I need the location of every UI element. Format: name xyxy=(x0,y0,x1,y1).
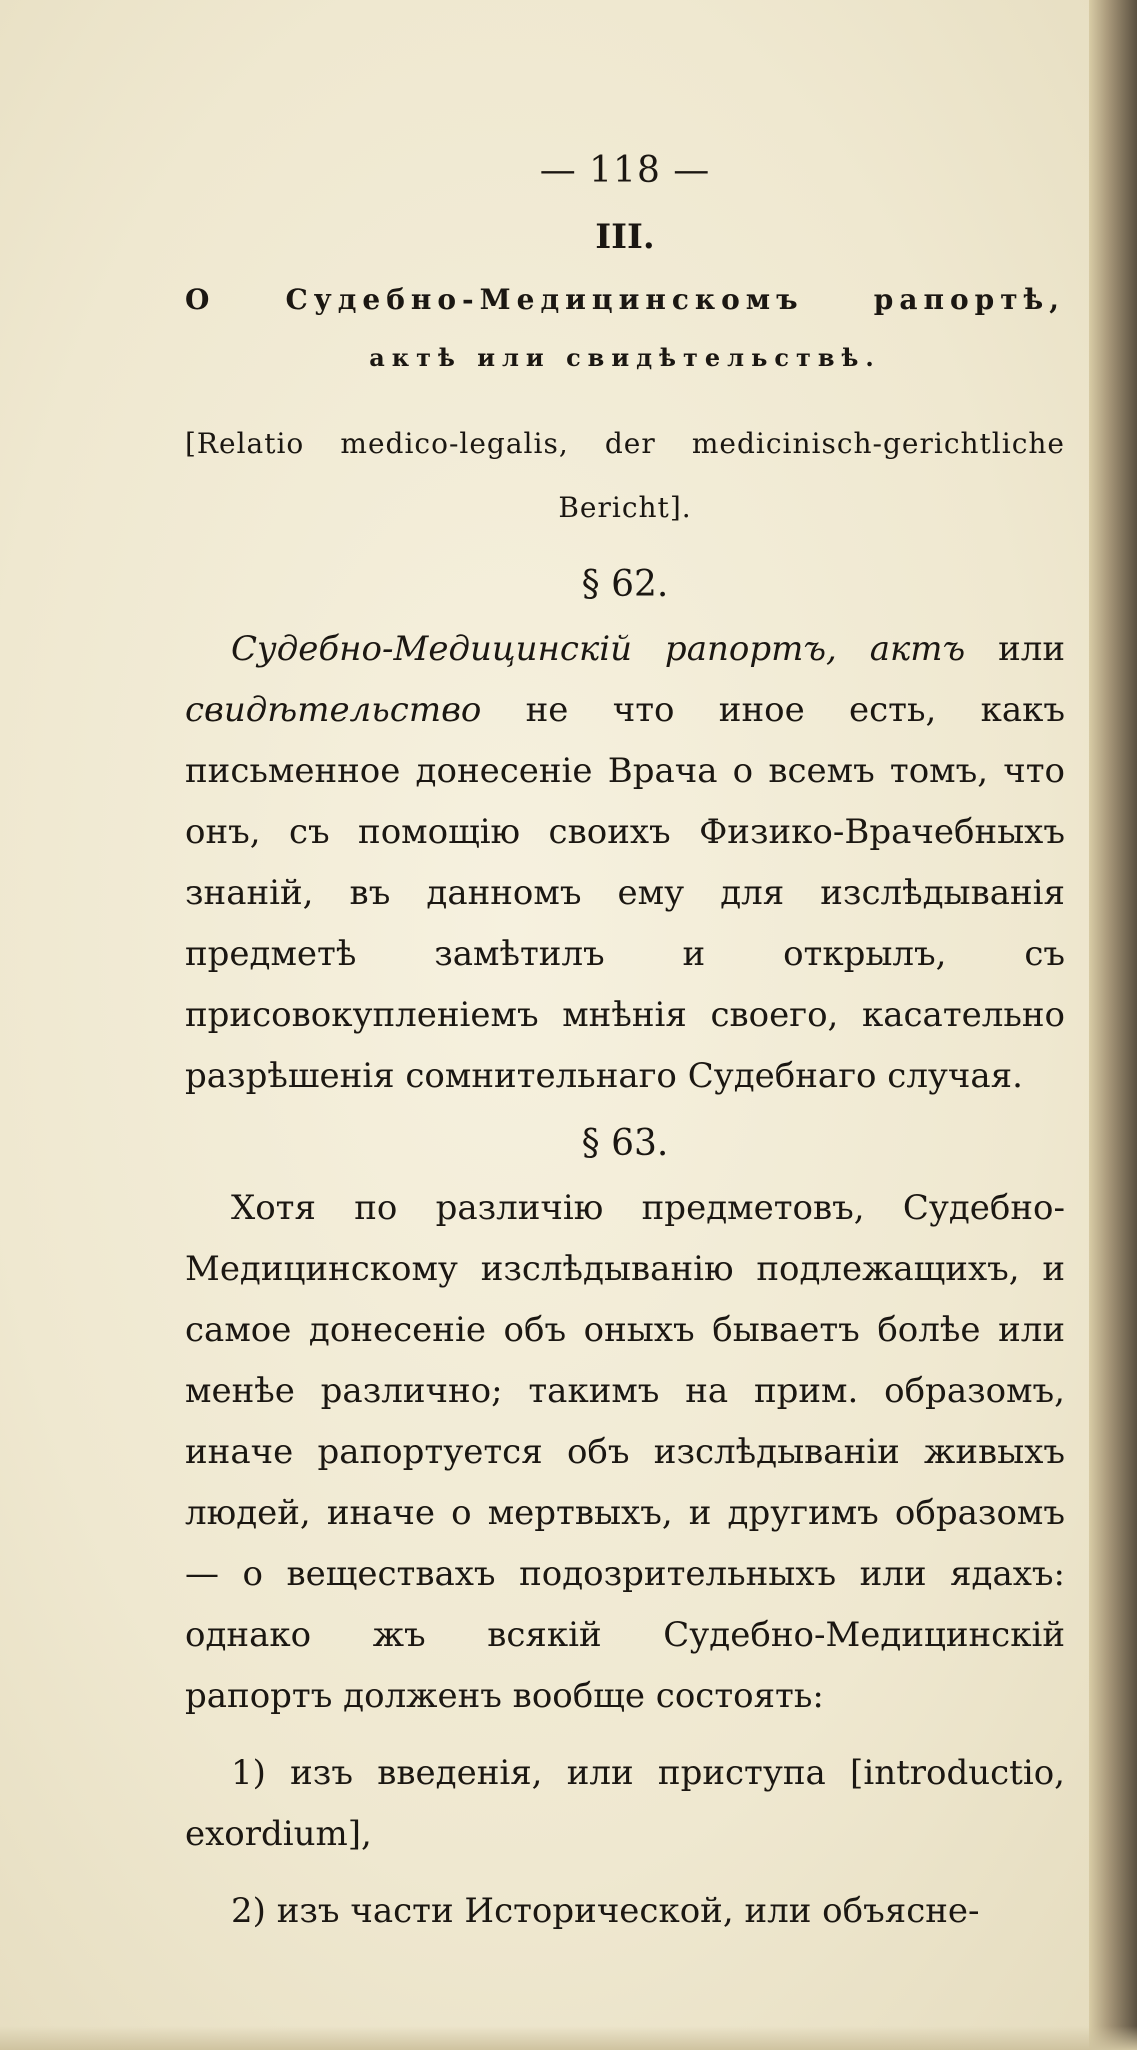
section-title-line-1: О Судебно-Медицинскомъ рапортѣ, xyxy=(185,283,1065,316)
page-bottom-edge xyxy=(0,2026,1137,2050)
paragraph-63: Хотя по различію предметовъ, Судебно-Медицинскому изслѣдыванію подлежащихъ, и самое донесеніе объ оныхъ бываетъ болѣе или менѣе различно; такимъ на прим. образомъ, иначе рапортуется объ изслѣдываніи живыхъ людей, иначе о мертвыхъ, и другимъ образомъ — о веществахъ подозрительныхъ или ядахъ: однако жъ всякій Судебно-Медицинскій рапортъ долженъ вообще состоять: xyxy=(185,1187,1065,1716)
paragraph-marker-63: § 63. xyxy=(581,1122,669,1164)
list-item: 2) изъ части Исторической, или объясне- xyxy=(231,1890,980,1931)
paragraph-62-term-2: свидѣтельство xyxy=(185,689,482,730)
section-title-line-2: актѣ или свидѣтельствѣ. xyxy=(369,342,881,372)
paragraph-62 xyxy=(185,619,1065,1107)
paragraph-62-connector: или xyxy=(965,628,1065,669)
section-number: III. xyxy=(595,217,655,257)
paragraph-62-term-1: Судебно-Медицинскій рапортъ, актъ xyxy=(231,628,966,669)
paragraph-62-body: не что иное есть, какъ письменное донесеніе Врача о всемъ томъ, что онъ, съ помощію своихъ Физико-Врачебныхъ знаній, въ данномъ ему для изслѣдыванія предметѣ замѣтилъ и открылъ, съ присовокупленіемъ мнѣнія своего, касательно разрѣшенія сомнительнаго Судебнаго случая. xyxy=(185,689,1065,1096)
page-content xyxy=(185,150,1065,1958)
book-spine-shadow xyxy=(1089,0,1137,2050)
list-item: 1) изъ введенія, или приступа [introductio, exordium], xyxy=(185,1752,1065,1854)
page-number: — 118 — xyxy=(539,150,711,191)
latin-subtitle: [Relatio medico-legalis, der medicinisch-gerichtliche Bericht]. xyxy=(185,426,1065,524)
paragraph-marker-62: § 62. xyxy=(581,563,669,605)
